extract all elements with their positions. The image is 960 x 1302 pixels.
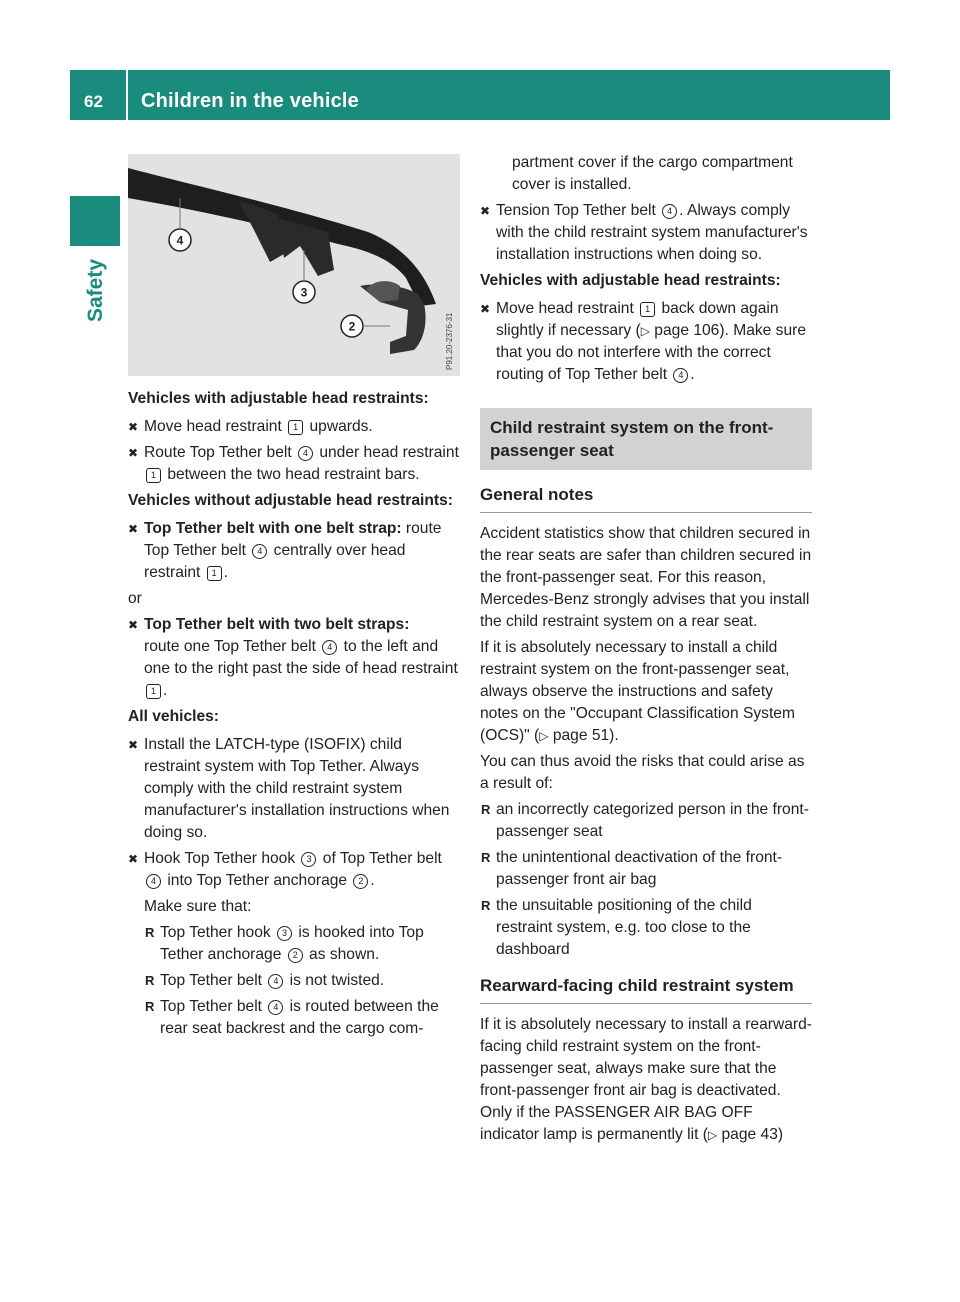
bullet-incorrectly-categorized: R an incorrectly categorized person in the front-passenger seat — [480, 799, 812, 843]
step-move-back-down: ✖ Move head restraint 1 back down again slightly if necessary (▷ page 106). Make sure that you do not interfere with the correct routing of Top Tether belt 4 . — [480, 298, 812, 386]
section-marker — [70, 196, 120, 246]
bullet-continuation: partment cover if the cargo compartment cover is installed. — [512, 154, 793, 193]
callout-4-icon: 4 — [673, 368, 688, 383]
callout-2-icon: 2 — [288, 948, 303, 963]
callout-1-icon: 1 — [640, 302, 655, 317]
step-one-belt-strap: ✖ Top Tether belt with one belt strap: route Top Tether belt 4 centrally over head restraint 1 . — [128, 518, 460, 584]
callout-4-icon: 4 — [662, 204, 677, 219]
heading-rearward-facing: Rearward-facing child restraint system — [480, 975, 812, 1004]
left-column — [128, 154, 460, 1044]
page-header — [70, 70, 890, 120]
callout-1-icon: 1 — [288, 420, 303, 435]
callout-4-icon: 4 — [268, 974, 283, 989]
callout-3-icon: 3 — [277, 926, 292, 941]
heading-without-adjustable: Vehicles without adjustable head restraints: — [128, 492, 453, 509]
callout-4-icon: 4 — [146, 874, 161, 889]
page-ref-arrow-icon: ▷ — [640, 324, 650, 338]
callout-4: 4 — [176, 233, 184, 248]
section-heading-front-passenger: Child restraint system on the front-passenger seat — [480, 408, 812, 470]
step-move-head-restraint: ✖ Move head restraint 1 upwards. — [128, 416, 460, 438]
heading-with-adjustable: Vehicles with adjustable head restraints: — [128, 390, 429, 407]
para-accident-statistics: Accident statistics show that children secured in the rear seats are safer than children secured in the front-passenger seat. For this reason, Mercedes-Benz strongly advises that you install the child restraint system on a rear seat. — [480, 525, 812, 630]
bullet-hooked: R Top Tether hook 3 is hooked into Top Tether anchorage 2 as shown. — [144, 922, 460, 966]
para-avoid-risks: You can thus avoid the risks that could arise as a result of: — [480, 753, 805, 792]
callout-4-icon: 4 — [298, 446, 313, 461]
page-ref-arrow-icon: ▷ — [707, 1128, 718, 1142]
step-tension-belt: ✖ Tension Top Tether belt 4 . Always comply with the child restraint system manufacturer's installation instructions when doing so. — [480, 200, 812, 266]
step-install-latch: ✖ Install the LATCH-type (ISOFIX) child restraint system with Top Tether. Always comply with the child restraint system manufacturer's installation instructions when doing so. — [128, 734, 460, 844]
para-absolutely-necessary: If it is absolutely necessary to install a child restraint system on the front-passenger seat, always observe the instructions and safety notes on the "Occupant Classification System (OCS)" (▷ page 51). — [480, 639, 795, 744]
continued-bullet — [480, 152, 812, 196]
callout-3-icon: 3 — [301, 852, 316, 867]
bullet-routed-between: R Top Tether belt 4 is routed between the rear seat backrest and the cargo com- — [144, 996, 460, 1040]
top-tether-illustration — [128, 154, 460, 376]
callout-4-icon: 4 — [252, 544, 267, 559]
chapter-title: Children in the vehicle — [141, 90, 359, 112]
callout-1-icon: 1 — [146, 468, 161, 483]
make-sure-text: Make sure that: — [144, 898, 252, 915]
step-hook-tether: ✖ Hook Top Tether hook 3 of Top Tether belt 4 into Top Tether anchorage 2 . — [128, 848, 460, 892]
heading-all-vehicles: All vehicles: — [128, 708, 220, 725]
callout-4-icon: 4 — [322, 640, 337, 655]
or-text: or — [128, 590, 142, 607]
right-column — [480, 152, 812, 1150]
callout-1-icon: 1 — [146, 684, 161, 699]
illustration-svg — [128, 154, 460, 376]
callout-4-icon: 4 — [268, 1000, 283, 1015]
header-divider — [126, 70, 128, 120]
step-route-belt: ✖ Route Top Tether belt 4 under head restraint 1 between the two head restraint bars. — [128, 442, 460, 486]
bullet-unsuitable-positioning: R the unsuitable positioning of the child restraint system, e.g. too close to the dashboard — [480, 895, 812, 961]
para-rearward-facing: If it is absolutely necessary to install a rearward-facing child restraint system on the front-passenger seat, always make sure that the front-passenger front air bag is deactivated. Only if the PASSENGER AIR BAG OFF indicator lamp is permanently lit (▷ page 43) — [480, 1016, 812, 1143]
page-ref-arrow-icon: ▷ — [539, 729, 549, 743]
page-number: 62 — [84, 92, 103, 111]
callout-1-icon: 1 — [207, 566, 222, 581]
step-two-belt-straps: ✖ Top Tether belt with two belt straps: route one Top Tether belt 4 to the left and one to the right past the side of head restraint 1 . — [128, 614, 460, 702]
heading-general-notes: General notes — [480, 484, 812, 513]
callout-3: 3 — [300, 285, 308, 300]
callout-2: 2 — [348, 319, 356, 334]
callout-2-icon: 2 — [353, 874, 368, 889]
bullet-not-twisted: R Top Tether belt 4 is not twisted. — [144, 970, 460, 992]
bullet-unintentional-deactivation: R the unintentional deactivation of the front-passenger front air bag — [480, 847, 812, 891]
section-tab-label: Safety — [84, 258, 107, 322]
figure-code: P91.20-2376-31 — [445, 312, 454, 370]
heading-with-adjustable-2: Vehicles with adjustable head restraints: — [480, 272, 781, 289]
make-sure-block — [128, 896, 460, 1040]
